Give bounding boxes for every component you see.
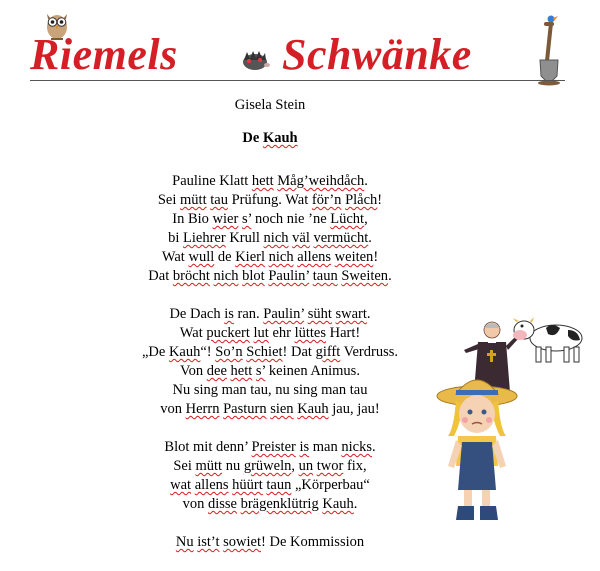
poem-line: Sei mütt tau Prüfung. Wat för’n Plåch!: [157, 192, 383, 208]
poem-line: Dat bröcht nich blot Paulin’ taun Sweiten.: [148, 268, 392, 284]
author-name: Gisela Stein: [234, 97, 306, 113]
poem-line: Von dee hett s’ keinen Animus.: [180, 363, 360, 379]
header: [0, 0, 600, 92]
poem-line: Wat wull de Kierl nich allens weiten!: [161, 249, 379, 265]
poem-line: Nu ist’t sowiet! De Kommission: [175, 534, 365, 550]
poem-line: Wat puckert lut ehr lüttes Hart!: [179, 325, 361, 341]
poem-title: De Kauh: [242, 130, 298, 146]
poem-line: bi Liehrer Krull nich väl vermücht.: [168, 230, 372, 246]
banner-title: [30, 28, 570, 82]
poem-line: Pauline Klatt hett Måg’weihdåch.: [172, 173, 368, 189]
poem-line: von disse brägenklütrig Kauh.: [182, 496, 358, 512]
poem-line: wat allens hüürt taun „Körperbau“: [170, 477, 370, 493]
poem-line: „De Kauh“! So’n Schiet! Dat gifft Verdruss.: [141, 344, 398, 360]
poem-line: Blot mit denn’ Preister is man nicks.: [164, 439, 376, 455]
cow-illustration: [512, 316, 588, 364]
banner-title-word2: Schwänke: [282, 30, 472, 79]
poem-line: Nu sing man tau, nu sing man tau: [172, 382, 368, 398]
poem-line: Sei mütt nu grüweln, un twor fix,: [173, 458, 367, 474]
stanza-1: [0, 172, 540, 286]
poem-line: von Herrn Pasturn sien Kauh jau, jau!: [160, 401, 380, 417]
hedgehog-icon: [240, 48, 270, 72]
banner-title-word1: Riemels: [30, 30, 178, 79]
poem-line: In Bio wier s’ noch nie ’ne Lücht,: [172, 211, 368, 227]
shovel-icon: [530, 14, 568, 86]
stanza-4: [0, 533, 540, 552]
girl-illustration: [434, 370, 520, 524]
poem-line: De Dach is ran. Paulin’ süht swart.: [169, 306, 371, 322]
header-divider: [30, 80, 565, 81]
